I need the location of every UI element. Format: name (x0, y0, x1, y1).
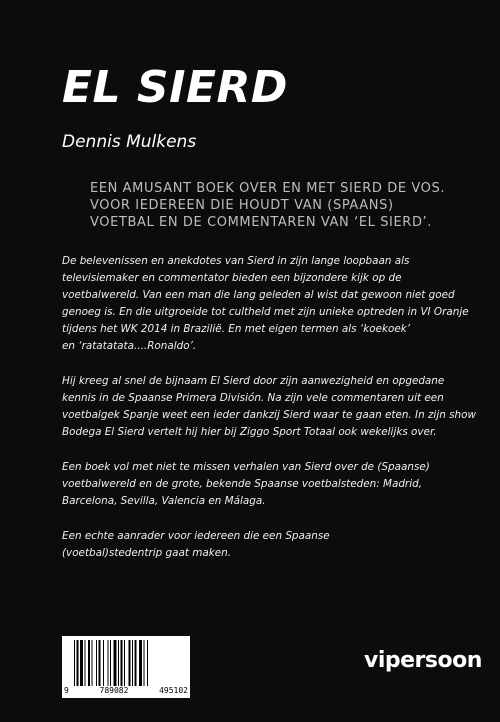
blurb-paragraph (62, 373, 482, 441)
blurb-line: Hij kreeg al snel de bijnaam El Sierd door zijn aanwezigheid en opgedane (62, 375, 445, 387)
tagline-line: VOETBAL EN DE COMMENTAREN VAN ‘EL SIERD’. (90, 215, 433, 230)
blurb-paragraph (62, 528, 482, 562)
barcode-digits-left: 789082 (99, 686, 129, 695)
blurb-line: De belevenissen en anekdotes van Sierd in zijn lange loopbaan als (62, 255, 410, 267)
barcode-digits (64, 686, 188, 695)
blurb-paragraph (62, 253, 482, 355)
blurb-line: (voetbal)stedentrip gaat maken. (62, 547, 232, 559)
tagline-line: EEN AMUSANT BOEK OVER EN MET SIERD DE VOS. (90, 181, 446, 196)
blurb-line: tijdens het WK 2014 in Brazilië. En met eigen termen als ‘koekoek’ (62, 323, 411, 335)
blurb-line: televisiemaker en commentator bieden een bijzondere kijk op de (62, 272, 402, 284)
blurb-line: Barcelona, Sevilla, Valencia en Málaga. (62, 495, 266, 507)
blurb-line: voetbalwereld en de grote, bekende Spaanse voetbalsteden: Madrid, (62, 478, 422, 490)
barcode-bars (74, 640, 178, 686)
blurb-line: voetbalgek Spanje weet een ieder dankzij Sierd waar te gaan eten. In zijn show (62, 409, 476, 421)
blurb-line: Bodega El Sierd vertelt hij hier bij Ziggo Sport Totaal ook wekelijks over. (62, 426, 437, 438)
publisher-logo: vipersoon (364, 648, 482, 673)
author-name: Dennis Mulkens (62, 132, 197, 152)
blurb-line: en ‘ratatatata....Ronaldo’. (62, 340, 197, 352)
tagline-line: VOOR IEDEREEN DIE HOUDT VAN (SPAANS) (90, 198, 394, 213)
barcode-digits-right: 495102 (159, 686, 188, 695)
blurb-line: genoeg is. En die uitgroeide tot cultheld met zijn unieke optreden in VI Oranje (62, 306, 469, 318)
tagline (90, 180, 480, 231)
blurb-line: Een boek vol met niet te missen verhalen van Sierd over de (Spaanse) (62, 461, 430, 473)
blurb-line: Een echte aanrader voor iedereen die een Spaanse (62, 530, 330, 542)
isbn-barcode (62, 636, 190, 698)
blurb-paragraph (62, 459, 482, 510)
blurb-line: kennis in de Spaanse Primera División. Na zijn vele commentaren uit een (62, 392, 444, 404)
barcode-digit-first: 9 (64, 686, 69, 695)
book-title: EL SIERD (62, 62, 288, 113)
blurb-line: voetbalwereld. Van een man die lang geleden al wist dat gewoon niet goed (62, 289, 455, 301)
blurb (62, 253, 482, 580)
